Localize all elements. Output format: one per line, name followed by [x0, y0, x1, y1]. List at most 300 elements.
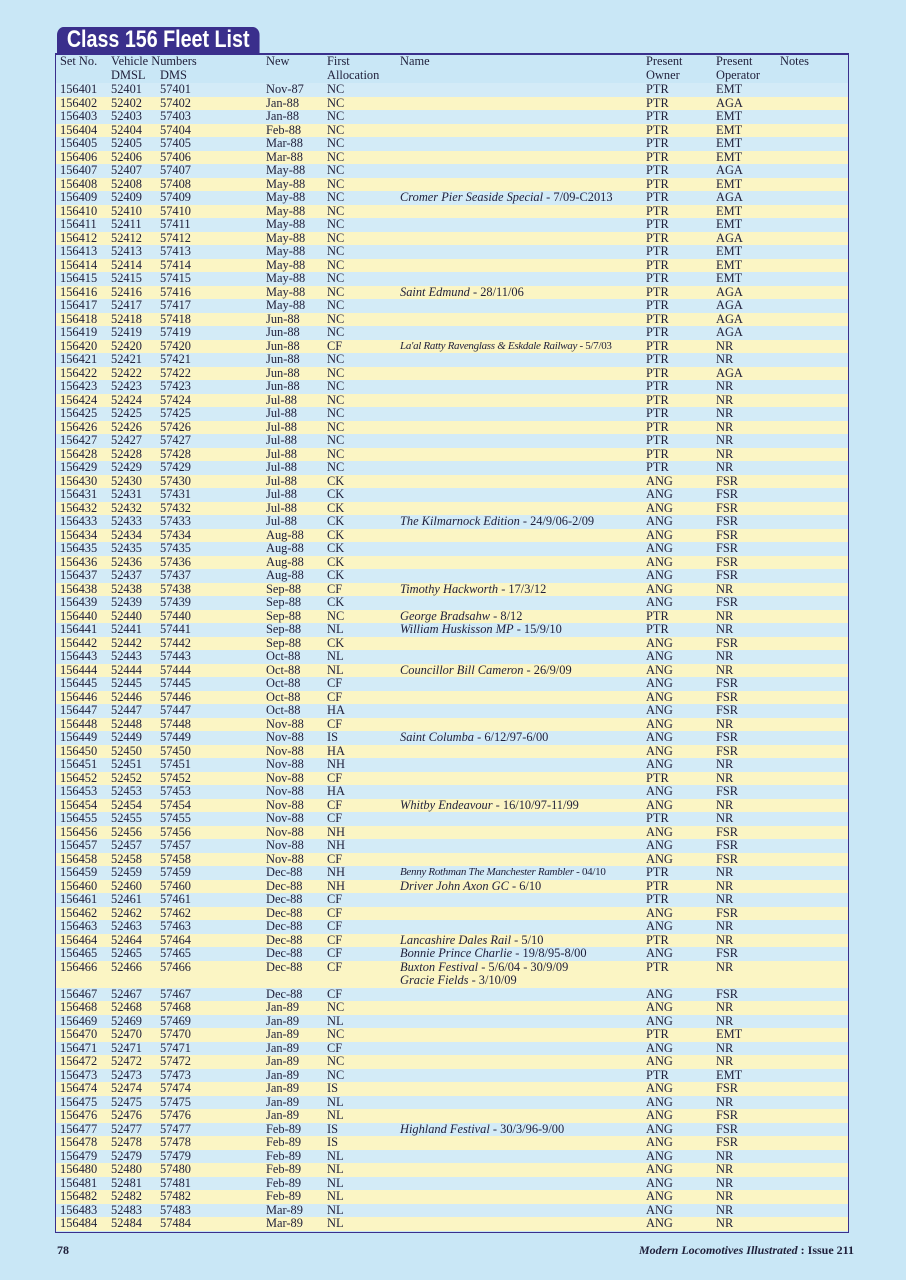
dms-number: 57438	[160, 581, 191, 596]
dms-number: 57437	[160, 568, 191, 582]
dms-number: 57431	[160, 487, 191, 501]
set-number: 156475	[60, 1094, 98, 1109]
present-operator: NR	[716, 1094, 734, 1109]
first-allocation: NL	[327, 1108, 344, 1122]
present-operator: EMT	[716, 176, 743, 191]
first-allocation: CK	[327, 487, 345, 501]
first-allocation: NC	[327, 271, 345, 285]
table-row	[56, 151, 848, 165]
dmsl-number: 52419	[111, 325, 142, 339]
first-allocation: CK	[327, 500, 345, 515]
first-allocation: NC	[327, 311, 345, 326]
dmsl-number: 52482	[111, 1189, 142, 1203]
set-number: 156431	[60, 487, 98, 501]
dms-number: 57450	[160, 743, 191, 758]
new-date: Aug-88	[266, 568, 304, 582]
dms-number: 57403	[160, 109, 191, 123]
present-owner: ANG	[646, 527, 673, 542]
table-row	[56, 907, 848, 921]
set-number: 156456	[60, 824, 98, 839]
table-row	[56, 286, 848, 300]
dmsl-number: 52446	[111, 689, 142, 704]
unit-name-text: Lancashire Dales Rail	[400, 932, 512, 947]
unit-name-text: Highland Festival	[400, 1121, 490, 1136]
present-operator: AGA	[716, 365, 743, 380]
first-allocation: CF	[327, 919, 343, 933]
first-allocation: NC	[327, 217, 345, 231]
unit-name	[400, 731, 548, 745]
table-row	[56, 583, 848, 597]
present-owner: PTR	[646, 325, 669, 339]
present-owner: ANG	[646, 689, 673, 704]
first-allocation: NC	[327, 230, 345, 245]
first-allocation: NC	[327, 190, 345, 204]
first-allocation: NC	[327, 284, 345, 299]
new-date: Nov-88	[266, 838, 304, 852]
table-row	[56, 461, 848, 475]
present-owner: ANG	[646, 743, 673, 758]
new-date: Mar-89	[266, 1216, 303, 1230]
new-date: Feb-88	[266, 122, 302, 137]
present-operator: AGA	[716, 230, 743, 245]
first-allocation: NC	[327, 406, 345, 420]
present-owner: PTR	[646, 811, 669, 825]
present-operator: NR	[716, 460, 734, 474]
unit-name-text-2: Gracie Fields	[400, 973, 469, 987]
first-allocation: NL	[327, 622, 344, 636]
set-number: 156428	[60, 446, 98, 461]
present-operator: NR	[716, 757, 734, 771]
present-owner: PTR	[646, 203, 669, 218]
first-allocation: NC	[327, 149, 345, 164]
new-date: Aug-88	[266, 541, 304, 555]
header-operator: Present	[716, 54, 753, 68]
present-operator: FSR	[716, 554, 739, 569]
new-date: Feb-89	[266, 1148, 302, 1163]
first-allocation: CF	[327, 770, 343, 785]
set-number: 156433	[60, 514, 98, 528]
dms-number: 57455	[160, 811, 191, 825]
dms-number: 57453	[160, 784, 191, 798]
dmsl-number: 52475	[111, 1094, 142, 1109]
first-allocation: CK	[327, 527, 345, 542]
new-date: Feb-89	[266, 1135, 302, 1149]
present-operator: NR	[716, 1202, 734, 1217]
dmsl-number: 52454	[111, 797, 142, 812]
set-number: 156432	[60, 500, 98, 515]
dms-number: 57435	[160, 541, 191, 555]
first-allocation: NC	[327, 1000, 345, 1014]
first-allocation: CF	[327, 581, 343, 596]
present-owner: ANG	[646, 1054, 673, 1068]
present-operator: NR	[716, 919, 734, 933]
present-operator: EMT	[716, 1067, 743, 1082]
new-date: Jul-88	[266, 446, 297, 461]
table-row	[56, 488, 848, 502]
table-row	[56, 1204, 848, 1218]
dmsl-number: 52472	[111, 1054, 142, 1068]
set-number: 156414	[60, 257, 98, 272]
unit-name	[400, 583, 546, 597]
dmsl-number: 52473	[111, 1067, 142, 1082]
unit-name-dates: - 16/10/97-11/99	[492, 797, 579, 812]
dms-number: 57476	[160, 1108, 191, 1122]
dmsl-number: 52412	[111, 230, 142, 245]
header-name: Name	[400, 54, 430, 68]
new-date: Jul-88	[266, 460, 297, 474]
dmsl-number: 52456	[111, 824, 142, 839]
present-operator: NR	[716, 1189, 734, 1203]
dms-number: 57473	[160, 1067, 191, 1082]
dmsl-number: 52451	[111, 757, 142, 771]
present-owner: PTR	[646, 338, 669, 353]
dmsl-number: 52410	[111, 203, 142, 218]
table-row	[56, 704, 848, 718]
set-number: 156434	[60, 527, 98, 542]
table-row	[56, 353, 848, 367]
new-date: Nov-88	[266, 811, 304, 825]
unit-name-dates: - 5/10	[511, 932, 544, 947]
dmsl-number: 52484	[111, 1216, 142, 1230]
present-owner: ANG	[646, 1216, 673, 1230]
present-owner: ANG	[646, 662, 673, 677]
set-number: 156412	[60, 230, 98, 245]
dmsl-number: 52470	[111, 1027, 142, 1041]
first-allocation: NC	[327, 82, 345, 96]
dms-number: 57439	[160, 595, 191, 609]
unit-name-dates: - 24/9/06-2/09	[519, 514, 595, 528]
first-allocation: NL	[327, 1216, 344, 1230]
dmsl-number: 52405	[111, 136, 142, 150]
present-owner: PTR	[646, 419, 669, 434]
new-date: May-88	[266, 257, 306, 272]
table-row	[56, 745, 848, 759]
first-allocation: CF	[327, 676, 343, 690]
present-owner: ANG	[646, 595, 673, 609]
set-number: 156430	[60, 473, 98, 488]
page-title: Class 156 Fleet List	[57, 27, 259, 53]
new-date: Nov-88	[266, 757, 304, 771]
dms-number: 57462	[160, 905, 191, 920]
new-date: Dec-88	[266, 892, 303, 906]
set-number: 156420	[60, 338, 98, 353]
present-operator: AGA	[716, 284, 743, 299]
table-row	[56, 191, 848, 205]
dmsl-number: 52447	[111, 703, 142, 717]
header-new: New	[266, 54, 290, 68]
first-allocation: NC	[327, 176, 345, 191]
new-date: Dec-88	[266, 905, 303, 920]
first-allocation: CF	[327, 905, 343, 920]
table-row	[56, 637, 848, 651]
new-date: Dec-88	[266, 919, 303, 933]
dmsl-number: 52441	[111, 622, 142, 636]
set-number: 156484	[60, 1216, 98, 1230]
set-number: 156429	[60, 460, 98, 474]
dms-number: 57458	[160, 851, 191, 866]
dms-number: 57405	[160, 136, 191, 150]
table-row	[56, 205, 848, 219]
present-owner: ANG	[646, 568, 673, 582]
set-number: 156480	[60, 1162, 98, 1176]
dmsl-number: 52425	[111, 406, 142, 420]
first-allocation: NC	[327, 1027, 345, 1041]
new-date: May-88	[266, 176, 306, 191]
present-operator: NR	[716, 1013, 734, 1028]
unit-name-dates: - 6/10	[508, 878, 542, 893]
set-number: 156467	[60, 986, 98, 1001]
first-allocation: CF	[327, 932, 343, 947]
set-number: 156404	[60, 122, 98, 137]
new-date: Nov-88	[266, 784, 304, 798]
new-date: Jun-88	[266, 311, 300, 326]
table-row	[56, 1217, 848, 1231]
new-date: Dec-88	[266, 878, 303, 893]
first-allocation: NL	[327, 1162, 344, 1176]
table-row	[56, 853, 848, 867]
set-number: 156418	[60, 311, 98, 326]
unit-name-text: George Bradsahw	[400, 608, 491, 623]
present-owner: PTR	[646, 284, 669, 299]
set-number: 156474	[60, 1081, 98, 1095]
present-operator: AGA	[716, 190, 743, 204]
dms-number: 57428	[160, 446, 191, 461]
magazine-title: Modern Locomotives Illustrated	[638, 1243, 798, 1257]
new-date: May-88	[266, 284, 306, 299]
first-allocation: NC	[327, 109, 345, 123]
unit-name	[400, 664, 572, 678]
new-date: May-88	[266, 230, 306, 245]
unit-name-text: William Huskisson MP	[400, 622, 514, 636]
dmsl-number: 52439	[111, 595, 142, 609]
dms-number: 57424	[160, 392, 191, 407]
present-operator: NR	[716, 1162, 734, 1176]
header-dms: DMS	[160, 67, 187, 82]
new-date: May-88	[266, 203, 306, 218]
dmsl-number: 52479	[111, 1148, 142, 1163]
first-allocation: CF	[327, 959, 343, 974]
first-allocation: NC	[327, 446, 345, 461]
unit-name-dates: - 15/9/10	[513, 622, 562, 636]
unit-name-text: Bonnie Prince Charlie	[400, 946, 513, 960]
dmsl-number: 52416	[111, 284, 142, 299]
set-number: 156453	[60, 784, 98, 798]
dms-number: 57415	[160, 271, 191, 285]
new-date: May-88	[266, 298, 306, 312]
new-date: May-88	[266, 244, 306, 258]
set-number: 156435	[60, 541, 98, 555]
present-operator: FSR	[716, 743, 739, 758]
first-allocation: NC	[327, 203, 345, 218]
dms-number: 57443	[160, 649, 191, 663]
first-allocation: CF	[327, 946, 343, 960]
unit-name	[400, 340, 612, 354]
first-allocation: NC	[327, 352, 345, 366]
dms-number: 57442	[160, 635, 191, 650]
fleet-table	[55, 53, 849, 1233]
present-operator: NR	[716, 878, 734, 893]
present-operator: FSR	[716, 1108, 739, 1122]
present-operator: FSR	[716, 838, 739, 852]
present-operator: FSR	[716, 1135, 739, 1149]
new-date: Feb-89	[266, 1121, 302, 1136]
unit-name	[400, 623, 562, 637]
table-row	[56, 110, 848, 124]
present-owner: ANG	[646, 541, 673, 555]
dms-number: 57410	[160, 203, 191, 218]
first-allocation: NH	[327, 878, 345, 893]
dms-number: 57414	[160, 257, 191, 272]
present-owner: PTR	[646, 892, 669, 906]
table-row	[56, 1096, 848, 1110]
present-operator: NR	[716, 892, 734, 906]
set-number: 156402	[60, 95, 98, 110]
set-number: 156444	[60, 662, 98, 677]
present-owner: PTR	[646, 352, 669, 366]
present-operator: NR	[716, 608, 734, 623]
dms-number: 57468	[160, 1000, 191, 1014]
present-owner: ANG	[646, 703, 673, 717]
issue-number: : Issue 211	[797, 1243, 854, 1257]
dmsl-number: 52424	[111, 392, 142, 407]
first-allocation: NC	[327, 433, 345, 447]
table-row	[56, 83, 848, 97]
first-allocation: NL	[327, 662, 344, 677]
dmsl-number: 52407	[111, 163, 142, 177]
dmsl-number: 52453	[111, 784, 142, 798]
present-owner: ANG	[646, 784, 673, 798]
new-date: Oct-88	[266, 676, 301, 690]
table-row	[56, 1055, 848, 1069]
dmsl-number: 52413	[111, 244, 142, 258]
dms-number: 57432	[160, 500, 191, 515]
dmsl-number: 52403	[111, 109, 142, 123]
set-number: 156473	[60, 1067, 98, 1082]
table-row	[56, 1001, 848, 1015]
first-allocation: CF	[327, 338, 343, 353]
dms-number: 57420	[160, 338, 191, 353]
set-number: 156406	[60, 149, 98, 164]
set-number: 156442	[60, 635, 98, 650]
new-date: Jul-88	[266, 433, 297, 447]
table-row	[56, 299, 848, 313]
set-number: 156469	[60, 1013, 98, 1028]
table-row	[56, 731, 848, 745]
header-vehicle: Vehicle Numbers	[111, 54, 197, 68]
present-owner: ANG	[646, 635, 673, 650]
dmsl-number: 52449	[111, 730, 142, 744]
new-date: Dec-88	[266, 959, 303, 974]
first-allocation: NH	[327, 865, 345, 879]
dmsl-number: 52443	[111, 649, 142, 663]
new-date: Feb-89	[266, 1162, 302, 1176]
table-row	[56, 650, 848, 664]
dms-number: 57447	[160, 703, 191, 717]
new-date: Nov-88	[266, 770, 304, 785]
present-operator: NR	[716, 811, 734, 825]
table-row	[56, 1042, 848, 1056]
present-operator: FSR	[716, 946, 739, 960]
dmsl-number: 52427	[111, 433, 142, 447]
unit-name	[400, 610, 522, 624]
present-owner: ANG	[646, 676, 673, 690]
unit-name-dates: - 30/3/96-9/00	[489, 1121, 565, 1136]
set-number: 156411	[60, 217, 97, 231]
unit-name	[400, 961, 568, 988]
present-owner: PTR	[646, 149, 669, 164]
table-row	[56, 502, 848, 516]
present-owner: ANG	[646, 946, 673, 960]
new-date: Aug-88	[266, 554, 304, 569]
present-owner: PTR	[646, 311, 669, 326]
unit-name-dates: - 04/10	[573, 866, 606, 878]
dmsl-number: 52418	[111, 311, 142, 326]
present-owner: PTR	[646, 271, 669, 285]
dms-number: 57406	[160, 149, 191, 164]
present-owner: ANG	[646, 730, 673, 744]
dms-number: 57413	[160, 244, 191, 258]
present-operator: AGA	[716, 298, 743, 312]
set-number: 156408	[60, 176, 98, 191]
dmsl-number: 52420	[111, 338, 142, 353]
set-number: 156461	[60, 892, 98, 906]
dmsl-number: 52452	[111, 770, 142, 785]
table-row	[56, 988, 848, 1002]
dmsl-number: 52438	[111, 581, 142, 596]
new-date: Jan-88	[266, 95, 300, 110]
dms-number: 57423	[160, 379, 191, 393]
dmsl-number: 52459	[111, 865, 142, 879]
header-owner-2: Owner	[646, 67, 680, 82]
present-owner: ANG	[646, 554, 673, 569]
dms-number: 57407	[160, 163, 191, 177]
table-row	[56, 880, 848, 894]
present-operator: FSR	[716, 514, 739, 528]
set-number: 156465	[60, 946, 98, 960]
unit-name	[400, 866, 606, 880]
present-operator: FSR	[716, 703, 739, 717]
dms-number: 57482	[160, 1189, 191, 1203]
first-allocation: NC	[327, 257, 345, 272]
unit-name-text: Benny Rothman The Manchester Rambler	[400, 866, 574, 878]
new-date: Feb-89	[266, 1189, 302, 1203]
table-row	[56, 839, 848, 853]
present-operator: AGA	[716, 163, 743, 177]
present-owner: PTR	[646, 95, 669, 110]
new-date: May-88	[266, 190, 306, 204]
first-allocation: NL	[327, 1202, 344, 1217]
dms-number: 57463	[160, 919, 191, 933]
present-operator: NR	[716, 1040, 734, 1055]
table-row	[56, 178, 848, 192]
table-row	[56, 961, 848, 988]
new-date: Nov-88	[266, 851, 304, 866]
set-number: 156426	[60, 419, 98, 434]
table-row	[56, 380, 848, 394]
dmsl-number: 52483	[111, 1202, 142, 1217]
set-number: 156415	[60, 271, 98, 285]
header-notes: Notes	[780, 54, 809, 68]
set-number: 156471	[60, 1040, 98, 1055]
unit-name-dates: - 17/3/12	[498, 581, 547, 596]
dmsl-number: 52402	[111, 95, 142, 110]
dms-number: 57461	[160, 892, 191, 906]
table-row	[56, 826, 848, 840]
first-allocation: HA	[327, 784, 345, 798]
new-date: Jan-89	[266, 1027, 300, 1041]
dmsl-number: 52433	[111, 514, 142, 528]
first-allocation: NC	[327, 298, 345, 312]
